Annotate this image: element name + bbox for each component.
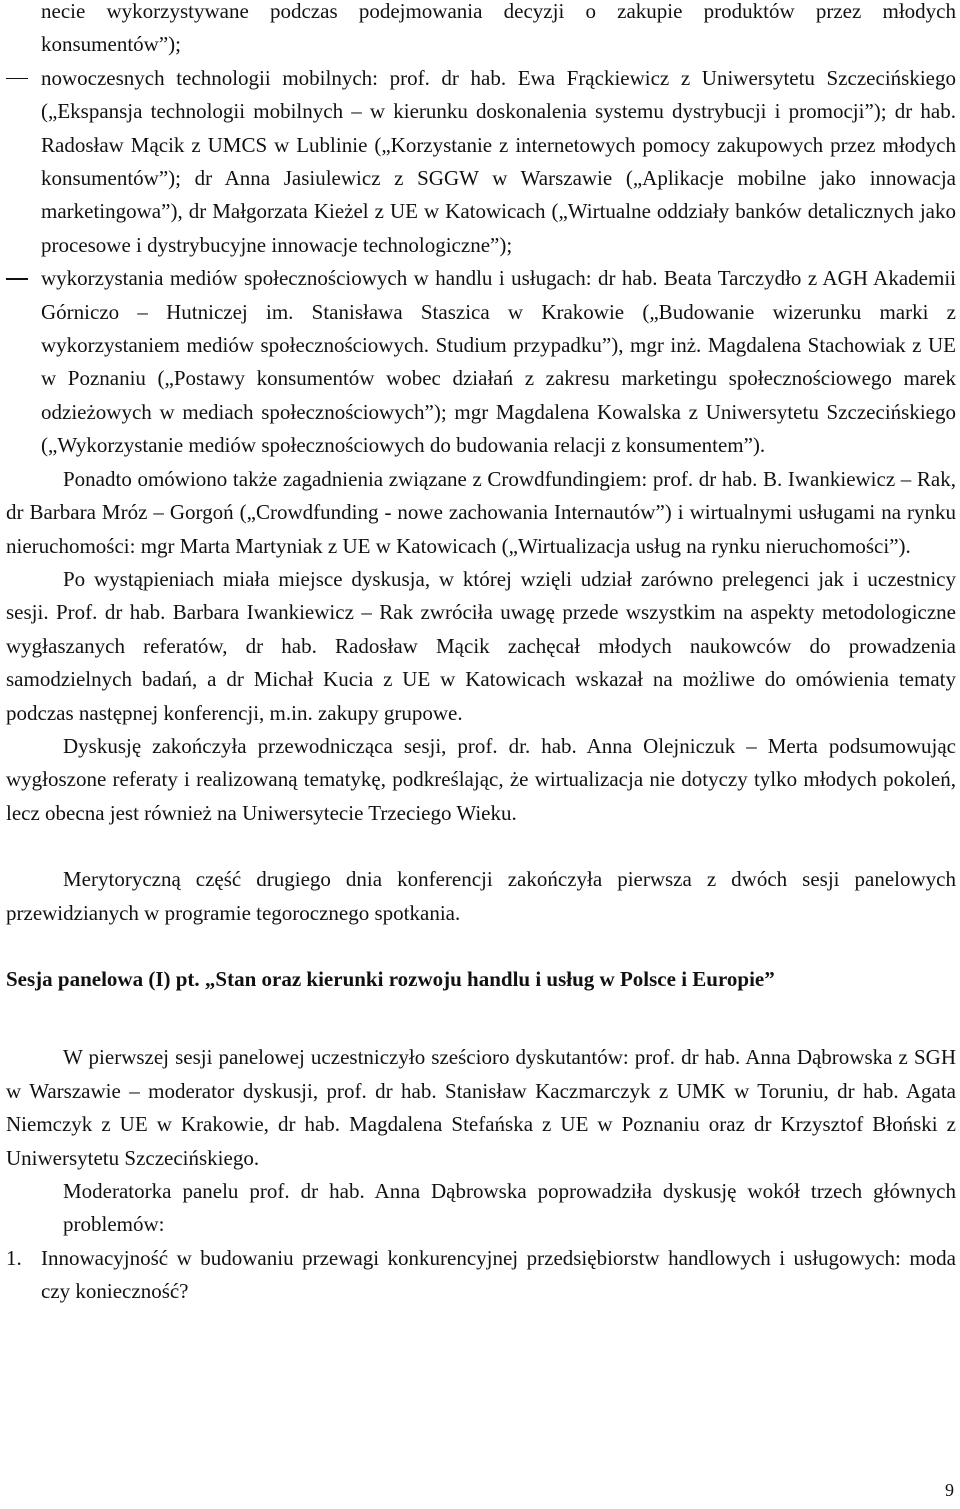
- spacer: [6, 930, 956, 963]
- continuation-text: necie wykorzystywane podczas podejmowania decyzji o zakupie produktów przez młodych konsumentów”);: [41, 0, 956, 57]
- list-number: 1.: [6, 1245, 22, 1270]
- moderator-paragraph: Moderatorka panelu prof. dr hab. Anna Dąbrowska poprowadziła dyskusję wokół trzech głównych problemów:: [63, 1179, 956, 1237]
- spacer: [6, 830, 956, 863]
- paragraph-crowdfunding: Ponadto omówiono także zagadnienia związane z Crowdfundingiem: prof. dr hab. B. Iwankiewicz – Rak, dr Barbara Mróz – Gorgoń („Crowdfunding - nowe zachowania Internautów”) i wirtualnymi usługami na rynku nieruchomości: mgr Marta Martyniak z UE w Katowicach („Wirtualizacja usług na rynku nieruchomości”).: [6, 466, 956, 558]
- paragraph-discussion: Po wystąpieniach miała miejsce dyskusja, w której wzięli udział zarówno prelegenci jak i uczestnicy sesji. Prof. dr hab. Barbara Iwankiewicz – Rak zwróciła uwagę przede wszystkim na aspekty metodologiczne wygłaszanych referatów, dr hab. Radosław Mącik zachęcał młodych naukowców do prowadzenia samodzielnych badań, a dr Michał Kucia z UE w Katowicach wskazał na możliwe do omówienia tematy podczas następnej konferencji, m.in. zakupy grupowe.: [6, 566, 956, 725]
- bullet-text: nowoczesnych technologii mobilnych: prof. dr hab. Ewa Frąckiewicz z Uniwersytetu Szczecińskiego („Ekspansja technologii mobilnych – w kierunku doskonalenia systemu dystrybucji i promocji”); dr hab. Radosław Mącik z UMCS w Lublinie („Korzystanie z internetowych pomocy zakupowych przez młodych konsumentów”); dr Anna Jasiulewicz z SGGW w Warszawie („Aplikacje mobilne jako innowacja marketingowa”), dr Małgorzata Kieżel z UE w Katowicach („Wirtualne oddziały banków detalicznych jako procesowe i dystrybucyjne innowacje technologiczne”);: [41, 65, 956, 257]
- paragraph-closing: Dyskusję zakończyła przewodnicząca sesji, prof. dr. hab. Anna Olejniczuk – Merta podsumowując wygłoszone referaty i realizowaną tematykę, podkreślając, że wirtualizacja nie dotyczy tylko młodych pokoleń, lecz obecna jest również na Uniwersytecie Trzeciego Wieku.: [6, 733, 956, 825]
- document-page: [6, 0, 956, 1309]
- panel-intro-paragraph: W pierwszej sesji panelowej uczestniczyło sześcioro dyskutantów: prof. dr hab. Anna Dąbrowska z SGH w Warszawie – moderator dyskusji, prof. dr hab. Stanisław Kaczmarczyk z UMK w Toruniu, dr hab. Agata Niemczyk z UE w Krakowie, dr hab. Magdalena Stefańska z UE w Poznaniu oraz dr Krzysztof Błoński z Uniwersytetu Szczecińskiego.: [6, 1045, 956, 1170]
- dash-bullet-icon: [6, 78, 28, 80]
- spacer: [6, 996, 956, 1041]
- bullet-item-mobile-tech: [6, 62, 956, 262]
- problem-text: Innowacyjność w budowaniu przewagi konkurencyjnej przedsiębiorstw handlowych i usługowych: moda czy konieczność?: [41, 1245, 956, 1304]
- bullet-text: wykorzystania mediów społecznościowych w handlu i usługach: dr hab. Beata Tarczydło z AGH Akademii Górniczo – Hutniczej im. Stanisława Staszica w Krakowie („Budowanie wizerunku marki z wykorzystaniem mediów społecznościowych. Studium przypadku”), mgr inż. Magdalena Stachowiak z UE w Poznaniu („Postawy konsumentów wobec działań z zakresu marketingu społecznościowego marek odzieżowych w mediach społecznościowych”); mgr Magdalena Kowalska z Uniwersytetu Szczecińskiego („Wykorzystanie mediów społecznościowych do budowania relacji z konsumentem”).: [41, 266, 956, 458]
- problem-list-item: [6, 1242, 956, 1309]
- bullet-item-social-media: [6, 262, 956, 462]
- paragraph-panel-transition: Merytoryczną część drugiego dnia konferencji zakończyła pierwsza z dwóch sesji panelowych przewidzianych w programie tegorocznego spotkania.: [6, 867, 956, 925]
- dash-bullet-icon: [6, 278, 28, 280]
- section-heading: Sesja panelowa (I) pt. „Stan oraz kierunki rozwoju handlu i usług w Polsce i Europie”: [6, 966, 775, 991]
- page-number: 9: [945, 1480, 954, 1500]
